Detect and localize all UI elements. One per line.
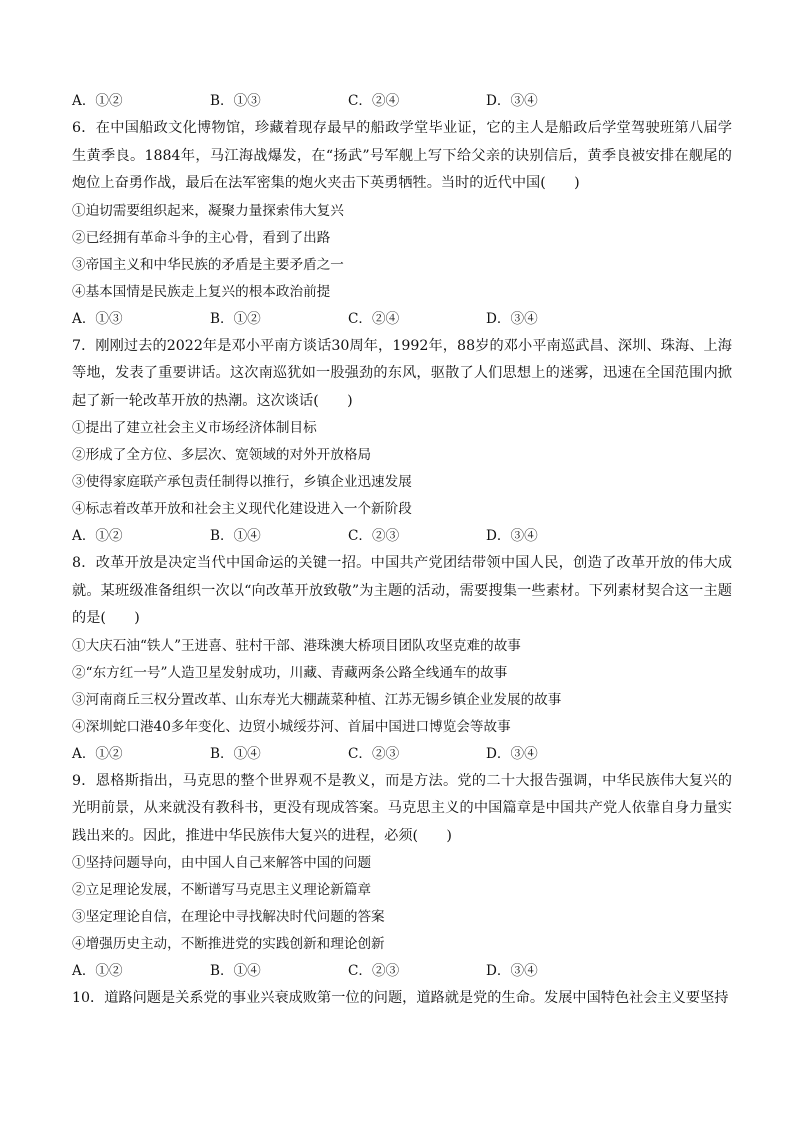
- question-8-option-2: ②“东方红一号”人造卫星发射成功，川藏、青藏两条公路全线通车的故事: [72, 664, 508, 681]
- question-6-stem: 6．在中国船政文化博物馆，珍藏着现存最早的船政学堂毕业证，它的主人是船政后学堂驾驶班第八届学生黄季良。1884年，马江海战爆发，在“扬武”号军舰上写下给父亲的诀别信后，黄季良被安排在舰尾的炮位上奋勇作战，最后在法军密集的炮火夹击下英勇牺牲。当时的近代中国( ): [72, 120, 732, 191]
- question-8-stem: 8．改革开放是决定当代中国命运的关键一招。中国共产党团结带领中国人民，创造了改革开放的伟大成就。某班级准备组织一次以“向改革开放致敬”为主题的活动，需要搜集一些素材。下列素材契合这一主题的是( ): [72, 555, 732, 626]
- q7-answer-choices: [72, 523, 732, 550]
- answer-choice-a[interactable]: A．①②: [72, 745, 123, 762]
- question-8-option-1: ①大庆石油“铁人”王进喜、驻村干部、港珠澳大桥项目团队攻坚克难的故事: [72, 637, 521, 654]
- answer-choice-c[interactable]: C．②③: [348, 528, 400, 544]
- answer-choice-b[interactable]: B．①④: [210, 745, 261, 762]
- question-7-stem: 7．刚刚过去的2022年是邓小平南方谈话30周年，1992年，88岁的邓小平南巡武昌、深圳、珠海、上海等地，发表了重要讲话。这次南巡犹如一股强劲的东风，驱散了人们思想上的迷雾，迅速在全国范围内掀起了新一轮改革开放的热潮。这次谈话( ): [72, 337, 732, 409]
- exam-page: [72, 88, 732, 1013]
- answer-choice-c[interactable]: C．②④: [348, 93, 400, 109]
- question-7-option-2: ②形成了全方位、多层次、宽领域的对外开放格局: [72, 447, 372, 463]
- question-8-option-4: ④深圳蛇口港40多年变化、边贸小城绥芬河、首届中国进口博览会等故事: [72, 718, 511, 735]
- question-7-option-1: ①提出了建立社会主义市场经济体制目标: [72, 420, 317, 436]
- q8-answer-choices: [72, 741, 732, 768]
- answer-choice-d[interactable]: D．③④: [486, 528, 538, 544]
- answer-choice-a[interactable]: A．①②: [72, 528, 123, 544]
- q9-answer-choices: [72, 958, 732, 985]
- question-6-option-4: ④基本国情是民族走上复兴的根本政治前提: [72, 283, 331, 300]
- question-6-option-2: ②已经拥有革命斗争的主心骨，看到了出路: [72, 229, 331, 246]
- answer-choice-b[interactable]: B．①②: [210, 310, 261, 327]
- question-9-option-1: ①坚持问题导向，由中国人自己来解答中国的问题: [72, 855, 372, 871]
- answer-choice-a[interactable]: A．①②: [72, 963, 123, 979]
- answer-choice-d[interactable]: D．③④: [486, 963, 538, 979]
- answer-choice-a[interactable]: A．①②: [72, 93, 123, 109]
- q5-answer-choices: [72, 88, 732, 115]
- answer-choice-a[interactable]: A．①③: [72, 310, 123, 327]
- answer-choice-d[interactable]: D．③④: [486, 310, 538, 327]
- question-6-option-1: ①迫切需要组织起来，凝聚力量探索伟大复兴: [72, 202, 344, 219]
- question-9-option-4: ④增强历史主动，不断推进党的实践创新和理论创新: [72, 936, 385, 952]
- answer-choice-c[interactable]: C．②③: [348, 963, 400, 979]
- question-8-option-3: ③河南商丘三权分置改革、山东寿光大棚蔬菜种植、江苏无锡乡镇企业发展的故事: [72, 691, 562, 708]
- answer-choice-d[interactable]: D．③④: [486, 745, 538, 762]
- question-9-option-3: ③坚定理论自信，在理论中寻找解决时代问题的答案: [72, 909, 385, 925]
- question-10-stem: 10．道路问题是关系党的事业兴衰成败第一位的问题，道路就是党的生命。发展中国特色社会主义要坚持: [72, 990, 729, 1006]
- question-7-option-4: ④标志着改革开放和社会主义现代化建设进入一个新阶段: [72, 501, 412, 517]
- answer-choice-b[interactable]: B．①④: [210, 528, 261, 544]
- question-7-option-3: ③使得家庭联产承包责任制得以推行，乡镇企业迅速发展: [72, 474, 412, 490]
- answer-choice-d[interactable]: D．③④: [486, 93, 538, 109]
- answer-choice-c[interactable]: C．②④: [348, 310, 400, 327]
- answer-choice-b[interactable]: B．①③: [210, 93, 261, 109]
- question-9-stem: 9．恩格斯指出，马克思的整个世界观不是教义，而是方法。党的二十大报告强调，中华民族伟大复兴的光明前景，从来就没有教科书，更没有现成答案。马克思主义的中国篇章是中国共产党人依靠自身力量实践出来的。因此，推进中华民族伟大复兴的进程，必须( ): [72, 772, 732, 844]
- question-6-option-3: ③帝国主义和中华民族的矛盾是主要矛盾之一: [72, 256, 344, 273]
- answer-choice-b[interactable]: B．①④: [210, 963, 261, 979]
- answer-choice-c[interactable]: C．②③: [348, 745, 400, 762]
- question-9-option-2: ②立足理论发展，不断谱写马克思主义理论新篇章: [72, 882, 372, 898]
- q6-answer-choices: [72, 306, 732, 333]
